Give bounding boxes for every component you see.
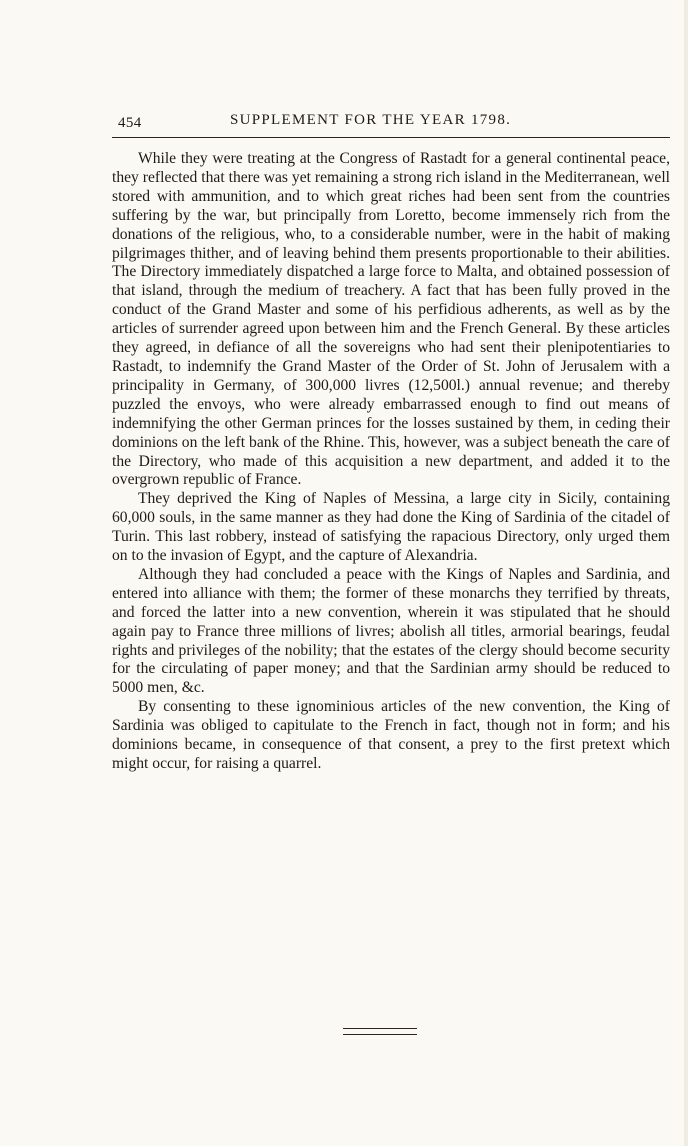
paragraph-capitulation: By consenting to these ignominious articles of the new convention, the King of Sardinia was obliged to capitulate to the French in fact, though not in form; and his dominions became, in consequence of that consent, a prey to the first pretext which might occur, for raising a quarrel. (112, 698, 670, 772)
running-head: SUPPLEMENT FOR THE YEAR 1798. (230, 112, 512, 128)
closing-rule-top (343, 1028, 417, 1029)
paragraph-malta: While they were treating at the Congress of Rastadt for a general continental peace, they reflected that there was yet remaining a strong rich island in the Mediterranean, well stored with ammunition, and to which great riches had been sent from the countries suffering by the war, but principally from Loretto, become immensely rich from the donations of the religious, who, to a considerable number, were in the habit of making pilgrimages thither, and of leaving behind them presents proportionable to their abilities. The Directory immediately dispatched a large force to Malta, and obtained possession of that island, through the medium of treachery. A fact that has been fully proved in the conduct of the Grand Master and some of his perfidious adherents, as well as by the articles of surrender agreed upon between him and the French General. By these articles they agreed, in defiance of all the sovereigns who had sent their plenipotentiaries to Rastadt, to indemnify the Grand Master of the Order of St. John of Jerusalem with a principality in Germany, of 300,000 livres (12,500l.) annual revenue; and thereby puzzled the envoys, who were already embarrassed enough to find out means of indemnifying the other German princes for the losses sustained by them, in ceding their dominions on the left bank of the Rhine. This, however, was a subject beneath the care of the Directory, who made of this acquisition a new department, and added it to the overgrown republic of France. (112, 150, 670, 489)
closing-rule-bottom (343, 1034, 417, 1035)
page-number: 454 (118, 115, 142, 131)
body-text (112, 150, 670, 774)
paragraph-sardinia-convention: Although they had concluded a peace with the Kings of Naples and Sardinia, and entered into alliance with them; the former of these monarchs they terrified by threats, and forced the latter into a new convention, wherein it was stipulated that he should again pay to France three millions of livres; abolish all titles, armorial bearings, feudal rights and privileges of the nobility; that the estates of the clergy should become security for the circulating of paper money; and that the Sardinian army should be reduced to 5000 men, &c. (112, 565, 670, 697)
page-header (118, 112, 670, 136)
header-rule (112, 137, 670, 138)
paragraph-naples: They deprived the King of Naples of Messina, a large city in Sicily, containing 60,000 souls, in the same manner as they had done the King of Sardinia of the citadel of Turin. This last robbery, instead of satisfying the rapacious Directory, only urged them on to the invasion of Egypt, and the capture of Alexandria. (112, 490, 670, 565)
page-edge (684, 0, 688, 1146)
